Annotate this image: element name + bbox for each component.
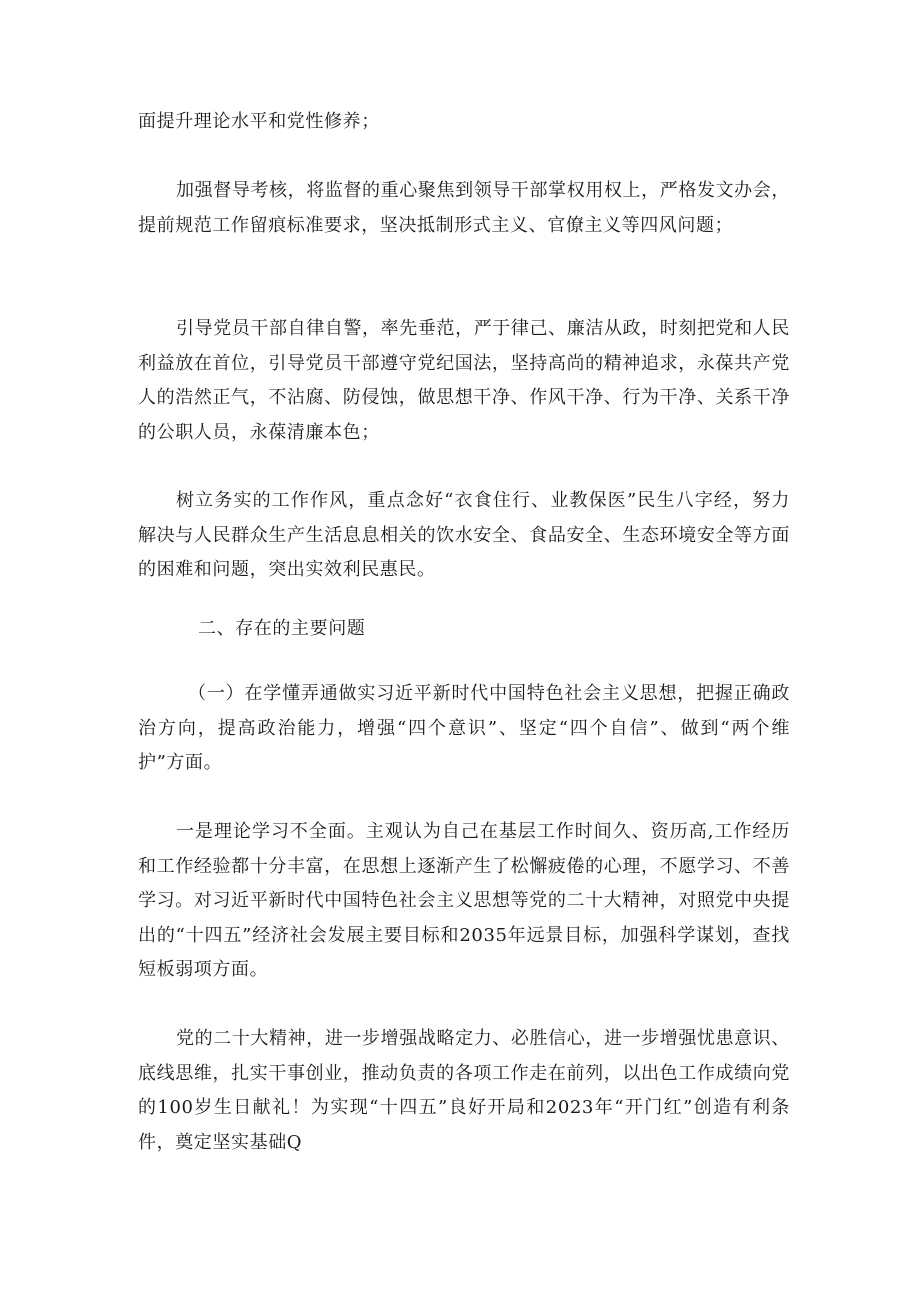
paragraph-work-style: 树立务实的工作作风，重点念好“衣食住行、业教保医”民生八字经，努力解决与人民群众生产生活息息相关的饮水安全、食品安全、生态环境安全等方面的困难和问题，突出实效利民惠民。 bbox=[138, 490, 790, 580]
paragraph-self-discipline: 引导党员干部自律自警，率先垂范，严于律己、廉洁从政，时刻把党和人民利益放在首位，引导党员干部遵守党纪国法，坚持高尚的精神追求，永葆共产党人的浩然正气，不沾腐、防侵蚀，做思想干净、作风干净、行为干净、关系干净的公职人员，永葆清廉本色； bbox=[138, 318, 790, 443]
paragraph-continuation: 面提升理论水平和党性修养； bbox=[138, 111, 380, 132]
paragraph-theory-study: 一是理论学习不全面。主观认为自己在基层工作时间久、资历高,工作经历和工作经验都十分丰富，在思想上逐渐产生了松懈疲倦的心理，不愿学习、不善学习。对习近平新时代中国特色社会主义思想等党的二十大精神，对照党中央提出的“十四五”经济社会发展主要目标和2035年远景目标，加强科学谋划，查找短板弱项方面。 bbox=[138, 821, 790, 980]
section-heading-main-problems: 二、存在的主要问题 bbox=[198, 618, 366, 639]
paragraph-supervision: 加强督导考核，将监督的重心聚焦到领导干部掌权用权上，严格发文办会，提前规范工作留痕标准要求，坚决抵制形式主义、官僚主义等四风问题； bbox=[138, 180, 790, 236]
paragraph-twentieth-congress: 党的二十大精神，进一步增强战略定力、必胜信心，进一步增强忧患意识、底线思维，扎实干事创业，推动负责的各项工作走在前列，以出色工作成绩向党的100岁生日献礼！为实现“十四五”良好开局和2023年“开门红”创造有利条件，奠定坚实基础Q bbox=[138, 1028, 790, 1153]
subsection-heading-1: （一）在学懂弄通做实习近平新时代中国特色社会主义思想，把握正确政治方向，提高政治能力，增强“四个意识”、坚定“四个自信”、做到“两个维护”方面。 bbox=[138, 683, 790, 773]
